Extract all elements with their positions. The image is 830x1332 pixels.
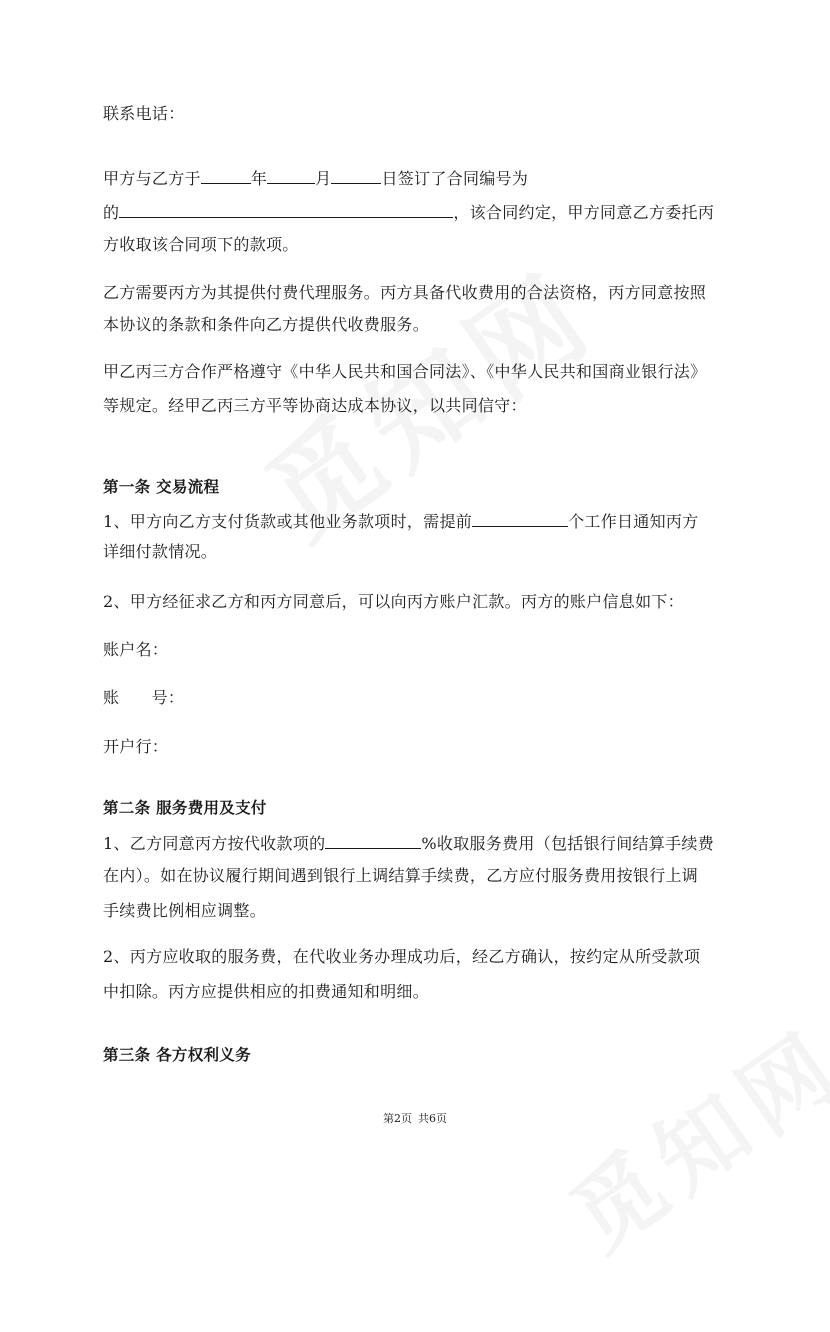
clause-text: %收取服务费用（包括银行间结算手续费 (421, 834, 714, 853)
fee-percent-blank[interactable] (325, 832, 421, 849)
account-name-label: 账户名： (103, 640, 169, 659)
intro-paragraph-1-line-2 (103, 201, 714, 223)
year-blank[interactable] (201, 167, 251, 184)
day-blank[interactable] (331, 167, 381, 184)
article-1-clause-1-line-2: 详细付款情况。 (103, 542, 218, 561)
clause-text: 1、乙方同意丙方按代收款项的 (103, 834, 326, 853)
intro-text: ，该合同约定，甲方同意乙方委托丙 (453, 203, 715, 222)
article-3-heading: 第三条 各方权利义务 (103, 1046, 251, 1064)
article-1-heading: 第一条 交易流程 (103, 478, 220, 496)
page-number: 第2页 (383, 1112, 412, 1125)
month-label: 月 (315, 169, 332, 188)
page-total: 共6页 (418, 1112, 447, 1125)
article-2-clause-1-line-2: 在内）。如在协议履行期间遇到银行上调结算手续费，乙方应付服务费用按银行上调 (103, 866, 699, 885)
intro-text: 日签订了合同编号为 (381, 169, 529, 188)
page-footer (0, 1110, 830, 1126)
bank-label: 开户行： (103, 737, 169, 756)
intro-paragraph-3-line-1: 甲乙丙三方合作严格遵守《中华人民共和国合同法》、《中华人民共和国商业银行法》 (103, 362, 707, 381)
article-2-heading: 第二条 服务费用及支付 (103, 799, 267, 817)
working-days-blank[interactable] (472, 510, 568, 527)
intro-paragraph-2-line-1: 乙方需要丙方为其提供付费代理服务。丙方具备代收费用的合法资格，丙方同意按照 (103, 283, 707, 302)
article-2-clause-2-line-2: 中扣除。丙方应提供相应的扣费通知和明细。 (103, 982, 430, 1001)
contact-phone-label: 联系电话： (103, 104, 185, 123)
account-number-label: 账 号： (103, 688, 185, 707)
clause-text: 个工作日通知丙方 (568, 512, 699, 531)
clause-text: 1、甲方向乙方支付货款或其他业务款项时，需提前 (103, 512, 473, 531)
intro-text: 甲方与乙方于 (103, 169, 201, 188)
intro-paragraph-1-line-3: 方收取该合同项下的款项。 (103, 235, 299, 254)
month-blank[interactable] (267, 167, 315, 184)
article-1-clause-2: 2、甲方经征求乙方和丙方同意后，可以向丙方账户汇款。丙方的账户信息如下： (103, 592, 684, 611)
watermark-secondary (541, 928, 830, 1332)
intro-paragraph-2-line-2: 本协议的条款和条件向乙方提供代收费服务。 (103, 315, 430, 334)
contract-number-blank[interactable] (119, 201, 453, 218)
article-2-clause-1-line-1 (103, 832, 714, 854)
year-label: 年 (250, 169, 268, 188)
article-2-clause-1-line-3: 手续费比例相应调整。 (103, 901, 267, 920)
article-2-clause-2-line-1: 2、丙方应收取的服务费，在代收业务办理成功后，经乙方确认，按约定从所受款项 (103, 947, 701, 966)
intro-text: 的 (103, 203, 120, 222)
article-1-clause-1-line-1 (103, 510, 699, 532)
intro-paragraph-3-line-2: 等规定。经甲乙丙三方平等协商达成本协议，以共同信守： (103, 396, 527, 415)
intro-paragraph-1-line-1 (103, 167, 528, 189)
